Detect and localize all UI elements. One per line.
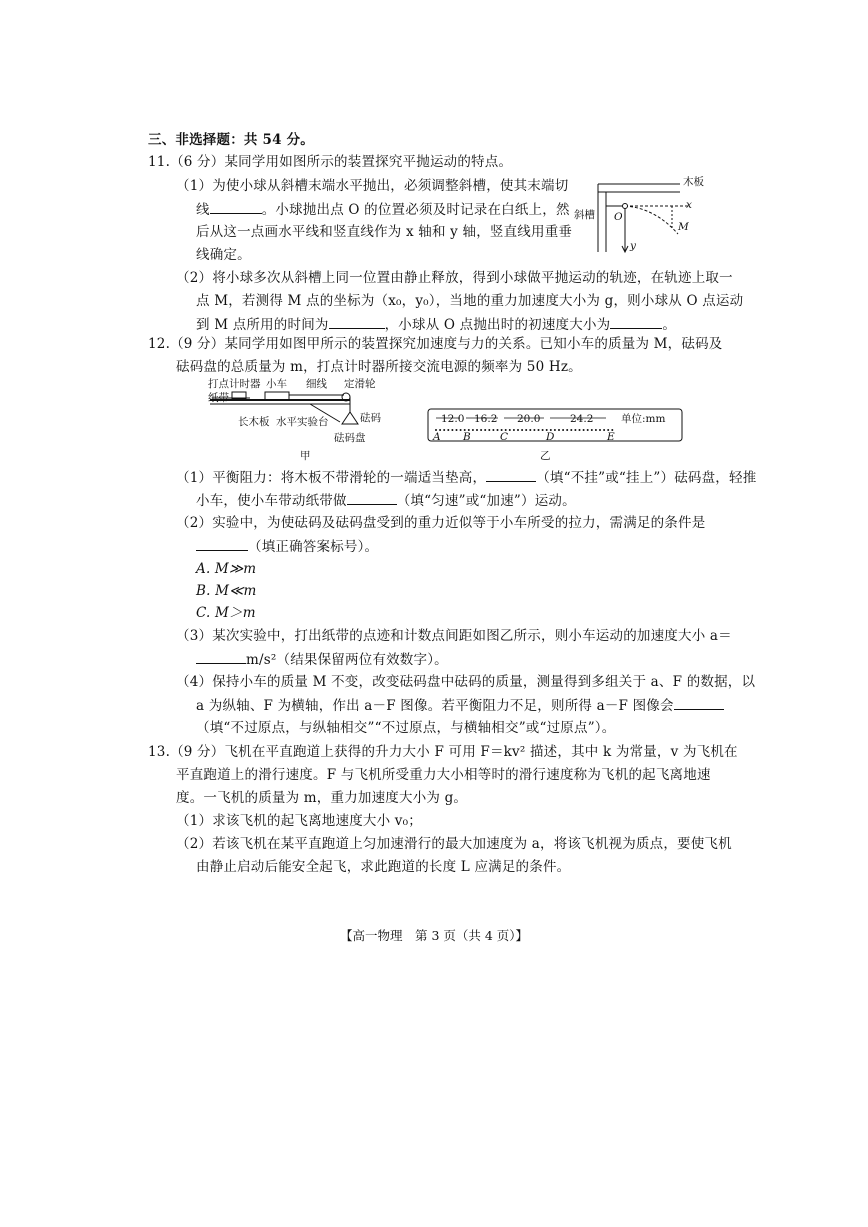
- q12-part3-line1: （3）某次实验中，打出纸带的点迹和计数点间距如图乙所示，则小车运动的加速度大小 a＝: [176, 628, 732, 644]
- label-tape: 纸带: [208, 392, 229, 404]
- q11-part2-line3: 到 M 点所用的时间为 ，小球从 O 点抛出时的初速度大小为 。: [196, 314, 676, 335]
- option-c: C. M＞m: [196, 605, 256, 621]
- segment-ab: 12.0: [441, 413, 465, 425]
- tape-dot: [591, 429, 593, 431]
- label-table: 水平实验台: [276, 416, 329, 428]
- tape-dot: [476, 429, 478, 431]
- tape-dot: [583, 429, 585, 431]
- tape-dot: [603, 429, 605, 431]
- option-a: A. M≫m: [196, 561, 257, 577]
- q11-part1-line4: 线确定。: [196, 247, 251, 263]
- tape-dot: [521, 429, 523, 431]
- q12-part2-line2: （填正确答案标号）。: [196, 536, 378, 557]
- q12-part1-line1: （1）平衡阻力：将木板不带滑轮的一端适当垫高， （填“不挂”或“挂上”）砝码盘，轻推: [176, 467, 756, 488]
- tape-dot: [484, 429, 486, 431]
- q12-part3-line2: m/s²（结果保留两位有效数字）。: [196, 649, 448, 670]
- answer-blank-tangent[interactable]: [210, 199, 262, 214]
- q12-part4-line2: a 为纵轴、F 为横轴，作出 a－F 图像。若平衡阻力不足，则所得 a－F 图像会: [196, 695, 724, 716]
- tape-dot: [456, 429, 458, 431]
- tape-dot: [538, 429, 540, 431]
- answer-blank-hang[interactable]: [486, 467, 536, 482]
- tape-dot: [447, 429, 449, 431]
- label-y-axis: y: [630, 240, 636, 252]
- label-weight: 砝码: [360, 412, 381, 424]
- tape-dot: [562, 429, 564, 431]
- label-pan: 砝码盘: [334, 432, 366, 444]
- tape-dot: [558, 429, 560, 431]
- segment-de: 24.2: [570, 413, 594, 425]
- q13-part2-line2: 由静止启动后能安全起飞，求此跑道的长度 L 应满足的条件。: [196, 859, 571, 875]
- point-a: A: [433, 431, 441, 443]
- label-x-axis: x: [686, 199, 692, 211]
- caption-a: 甲: [300, 450, 311, 462]
- segment-bc: 16.2: [474, 413, 498, 425]
- answer-blank-acceleration[interactable]: [196, 649, 246, 664]
- point-c: C: [500, 431, 509, 443]
- point-b: B: [463, 431, 471, 443]
- answer-blank-motion[interactable]: [347, 490, 397, 505]
- tape-dot: [488, 429, 490, 431]
- tape-dot: [460, 429, 462, 431]
- point-e: E: [607, 431, 615, 443]
- tape-dot: [529, 429, 531, 431]
- tape-dot: [492, 429, 494, 431]
- trajectory-curve: [625, 206, 678, 234]
- q11-part1-line2: 线 。小球抛出点 O 的位置必须及时记录在白纸上，然: [196, 199, 570, 220]
- answer-blank-condition[interactable]: [196, 536, 248, 551]
- tape-dot: [443, 429, 445, 431]
- q13-part2-line1: （2）若该飞机在某平直跑道上匀加速滑行的最大加速度为 a，将该飞机视为质点，要使飞机: [176, 836, 732, 852]
- label-board: 长木板: [238, 416, 270, 428]
- q11-part1-line1: （1）为使小球从斜槽末端水平抛出，必须调整斜槽，使其末端切: [176, 178, 569, 194]
- tape-unit: 单位:mm: [621, 413, 666, 425]
- tape-dot: [480, 429, 482, 431]
- q11-stem: 11.（6 分）某同学用如图所示的装置探究平抛运动的特点。: [148, 154, 513, 170]
- label-origin: O: [614, 211, 623, 223]
- label-board: 木板: [683, 176, 704, 188]
- page-footer: 【高一物理 第 3 页（共 4 页）】: [340, 928, 529, 943]
- q11-part2-line1: （2）将小球多次从斜槽上同一位置由静止释放，得到小球做平抛运动的轨迹，在轨迹上取一: [176, 270, 733, 286]
- q12-part4-line3: （填“不过原点，与纵轴相交”“不过原点，与横轴相交”或“过原点”）。: [196, 720, 616, 736]
- q12-part2-line1: （2）实验中，为使砝码及砝码盘受到的重力近似等于小车所受的拉力，需满足的条件是: [176, 515, 706, 531]
- tape-dot: [542, 429, 544, 431]
- tape-dot: [513, 429, 515, 431]
- cart-box: [265, 392, 289, 400]
- origin-point: [623, 204, 628, 209]
- tape-dot: [595, 429, 597, 431]
- tape-dot: [451, 429, 453, 431]
- q13-line3: 度。一飞机的质量为 m，重力加速度大小为 g。: [176, 790, 468, 806]
- caption-b: 乙: [540, 450, 551, 462]
- label-chute: 斜槽: [574, 209, 595, 221]
- section-header: 三、非选择题：共 54 分。: [148, 132, 314, 148]
- q11-part2-line2: 点 M，若测得 M 点的坐标为（x₀，y₀），当地的重力加速度大小为 g，则小球从 O 点运动: [196, 293, 744, 309]
- q12-stem-line2: 砝码盘的总质量为 m，打点计时器所接交流电源的频率为 50 Hz。: [176, 359, 582, 375]
- point-d: D: [546, 431, 555, 443]
- q13-line2: 平直跑道上的滑行速度。F 与飞机所受重力大小相等时的滑行速度称为飞机的起飞离地速: [176, 767, 711, 783]
- tape-dot: [587, 429, 589, 431]
- tape-dot: [599, 429, 601, 431]
- q13-part1: （1）求该飞机的起飞离地速度大小 v₀；: [176, 813, 422, 829]
- weight-pan: [342, 412, 358, 424]
- answer-blank-graph[interactable]: [674, 695, 724, 710]
- answer-blank-time[interactable]: [329, 314, 385, 329]
- label-cart: 小车: [266, 378, 287, 390]
- tape-dot: [525, 429, 527, 431]
- q11-part1-line3: 后从这一点画水平线和竖直线作为 x 轴和 y 轴，竖直线用重垂: [196, 224, 573, 240]
- q12-stem-line1: 12.（9 分）某同学用如图甲所示的装置探究加速度与力的关系。已知小车的质量为 M，砝码及: [148, 336, 723, 352]
- tape-dot: [517, 429, 519, 431]
- label-point-m: M: [678, 221, 689, 233]
- q13-line1: 13.（9 分）飞机在平直跑道上获得的升力大小 F 可用 F＝kv² 描述，其中 k 为常量，v 为飞机在: [148, 744, 738, 760]
- label-string: 细线: [306, 378, 327, 390]
- tape-dot: [472, 429, 474, 431]
- segment-cd: 20.0: [517, 413, 541, 425]
- tape-dot: [579, 429, 581, 431]
- tape-dot: [570, 429, 572, 431]
- tape-dot: [497, 429, 499, 431]
- tape-dot: [533, 429, 535, 431]
- tape-dot: [566, 429, 568, 431]
- label-timer: 打点计时器: [208, 378, 261, 390]
- tape-dot: [574, 429, 576, 431]
- option-b: B. M≪m: [196, 583, 257, 599]
- answer-blank-initial-velocity[interactable]: [610, 314, 662, 329]
- q12-part4-line1: （4）保持小车的质量 M 不变，改变砝码盘中砝码的质量，测量得到多组关于 a、F 的数据，以: [176, 674, 756, 690]
- label-pulley: 定滑轮: [344, 378, 376, 390]
- tape-dot: [509, 429, 511, 431]
- q12-part1-line2: 小车，使小车带动纸带做 （填“匀速”或“加速”）运动。: [196, 490, 576, 511]
